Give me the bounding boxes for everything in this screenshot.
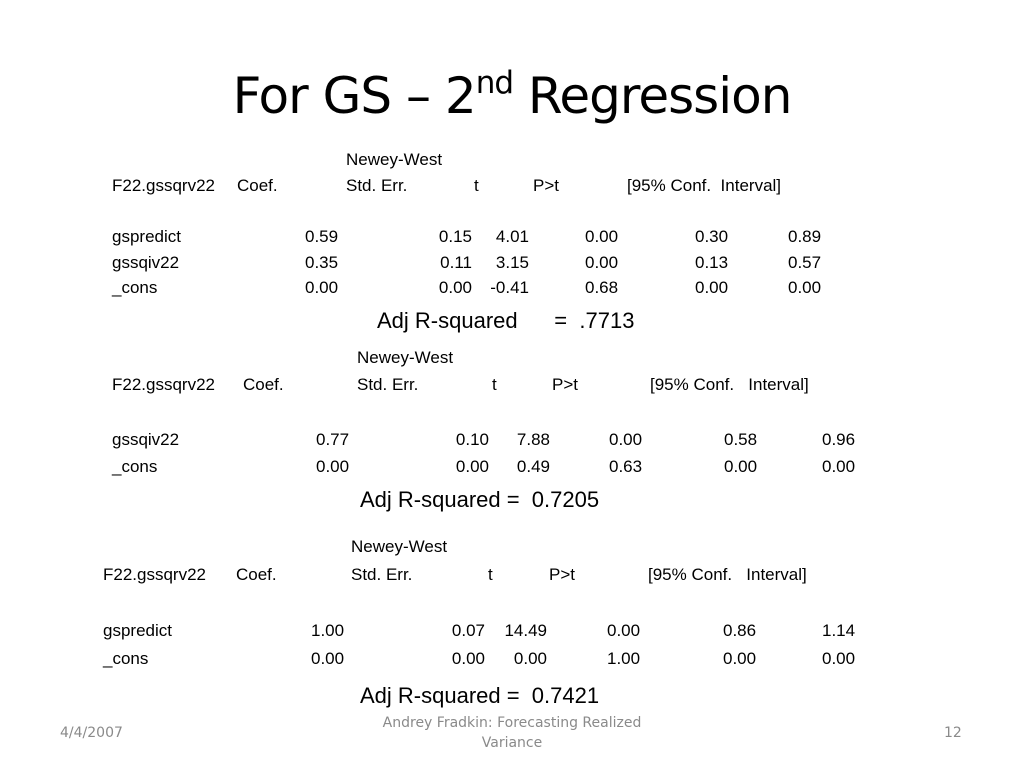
- row-p: 0.00: [607, 621, 641, 640]
- slide-title-tail: Regression: [513, 67, 792, 125]
- header-dependent-var: F22.gssqrv22: [112, 375, 215, 394]
- header-std-err: Std. Err.: [346, 176, 408, 195]
- row-std-err: 0.00: [438, 278, 472, 297]
- slide-title-superscript: nd: [475, 65, 514, 101]
- slide-title: [0, 64, 1024, 135]
- header-p: P>t: [533, 176, 559, 195]
- row-variable: _cons: [103, 649, 149, 668]
- header-std-err: Std. Err.: [357, 375, 419, 394]
- adj-r-squared: Adj R-squared = 0.7421: [360, 683, 600, 708]
- footer-author: [362, 713, 662, 753]
- header-dependent-var: F22.gssqrv22: [103, 565, 206, 584]
- row-p: 0.63: [609, 457, 643, 476]
- header-p: P>t: [552, 375, 578, 394]
- row-conf-high: 0.96: [822, 430, 856, 449]
- header-coef: Coef.: [236, 565, 277, 584]
- row-t: 14.49: [504, 621, 547, 640]
- row-conf-low: 0.00: [724, 457, 758, 476]
- slide-title-main: For GS – 2: [232, 67, 476, 125]
- row-conf-high: 0.00: [788, 278, 822, 297]
- row-coef: 0.59: [305, 227, 339, 246]
- row-std-err: 0.15: [438, 227, 472, 246]
- row-std-err: 0.07: [451, 621, 485, 640]
- header-newey-west: Newey-West: [346, 150, 443, 169]
- row-variable: _cons: [112, 278, 158, 297]
- header-std-err: Std. Err.: [351, 565, 413, 584]
- row-t: 7.88: [516, 430, 550, 449]
- row-conf-high: 0.89: [788, 227, 822, 246]
- row-p: 0.68: [585, 278, 619, 297]
- row-std-err: 0.00: [451, 649, 485, 668]
- row-t: -0.41: [490, 278, 529, 297]
- row-p: 0.00: [585, 253, 619, 272]
- row-t: 0.49: [516, 457, 550, 476]
- header-coef: Coef.: [237, 176, 278, 195]
- header-conf-interval: [95% Conf. Interval]: [650, 375, 809, 394]
- row-conf-low: 0.58: [724, 430, 758, 449]
- row-t: 0.00: [513, 649, 547, 668]
- row-std-err: 0.10: [455, 430, 489, 449]
- row-coef: 0.00: [305, 278, 339, 297]
- header-t: t: [474, 176, 479, 195]
- header-conf-interval: [95% Conf. Interval]: [627, 176, 782, 195]
- header-newey-west: Newey-West: [351, 537, 448, 556]
- header-t: t: [492, 375, 497, 394]
- row-t: 4.01: [495, 227, 529, 246]
- header-dependent-var: F22.gssqrv22: [112, 176, 215, 195]
- row-coef: 0.35: [305, 253, 339, 272]
- row-coef: 0.00: [311, 649, 345, 668]
- row-variable: gssqiv22: [112, 253, 180, 272]
- header-t: t: [488, 565, 493, 584]
- header-conf-interval: [95% Conf. Interval]: [648, 565, 807, 584]
- row-variable: gssqiv22: [112, 430, 180, 449]
- row-variable: gspredict: [103, 621, 172, 640]
- row-coef: 0.77: [316, 430, 350, 449]
- row-coef: 0.00: [316, 457, 350, 476]
- row-conf-high: 0.00: [822, 649, 856, 668]
- row-std-err: 0.11: [440, 253, 472, 272]
- row-conf-low: 0.00: [723, 649, 757, 668]
- footer-author-line-1: Andrey Fradkin: Forecasting Realized: [382, 715, 642, 731]
- footer-author-line-2: Variance: [481, 735, 543, 751]
- row-conf-high: 1.14: [822, 621, 856, 640]
- row-conf-high: 0.00: [822, 457, 856, 476]
- row-variable: _cons: [112, 457, 158, 476]
- row-conf-low: 0.30: [695, 227, 729, 246]
- footer-page-number: 12: [944, 725, 962, 741]
- adj-r-squared: Adj R-squared = .7713: [377, 308, 635, 333]
- header-p: P>t: [549, 565, 575, 584]
- row-conf-low: 0.13: [695, 253, 729, 272]
- header-coef: Coef.: [243, 375, 284, 394]
- header-newey-west: Newey-West: [357, 348, 454, 367]
- row-conf-high: 0.57: [788, 253, 822, 272]
- row-std-err: 0.00: [455, 457, 489, 476]
- row-p: 1.00: [607, 649, 641, 668]
- footer-date: 4/4/2007: [60, 725, 123, 741]
- row-p: 0.00: [609, 430, 643, 449]
- row-conf-low: 0.86: [723, 621, 757, 640]
- row-p: 0.00: [585, 227, 619, 246]
- row-t: 3.15: [495, 253, 529, 272]
- row-coef: 1.00: [311, 621, 345, 640]
- row-conf-low: 0.00: [695, 278, 729, 297]
- adj-r-squared: Adj R-squared = 0.7205: [360, 487, 600, 512]
- row-variable: gspredict: [112, 227, 181, 246]
